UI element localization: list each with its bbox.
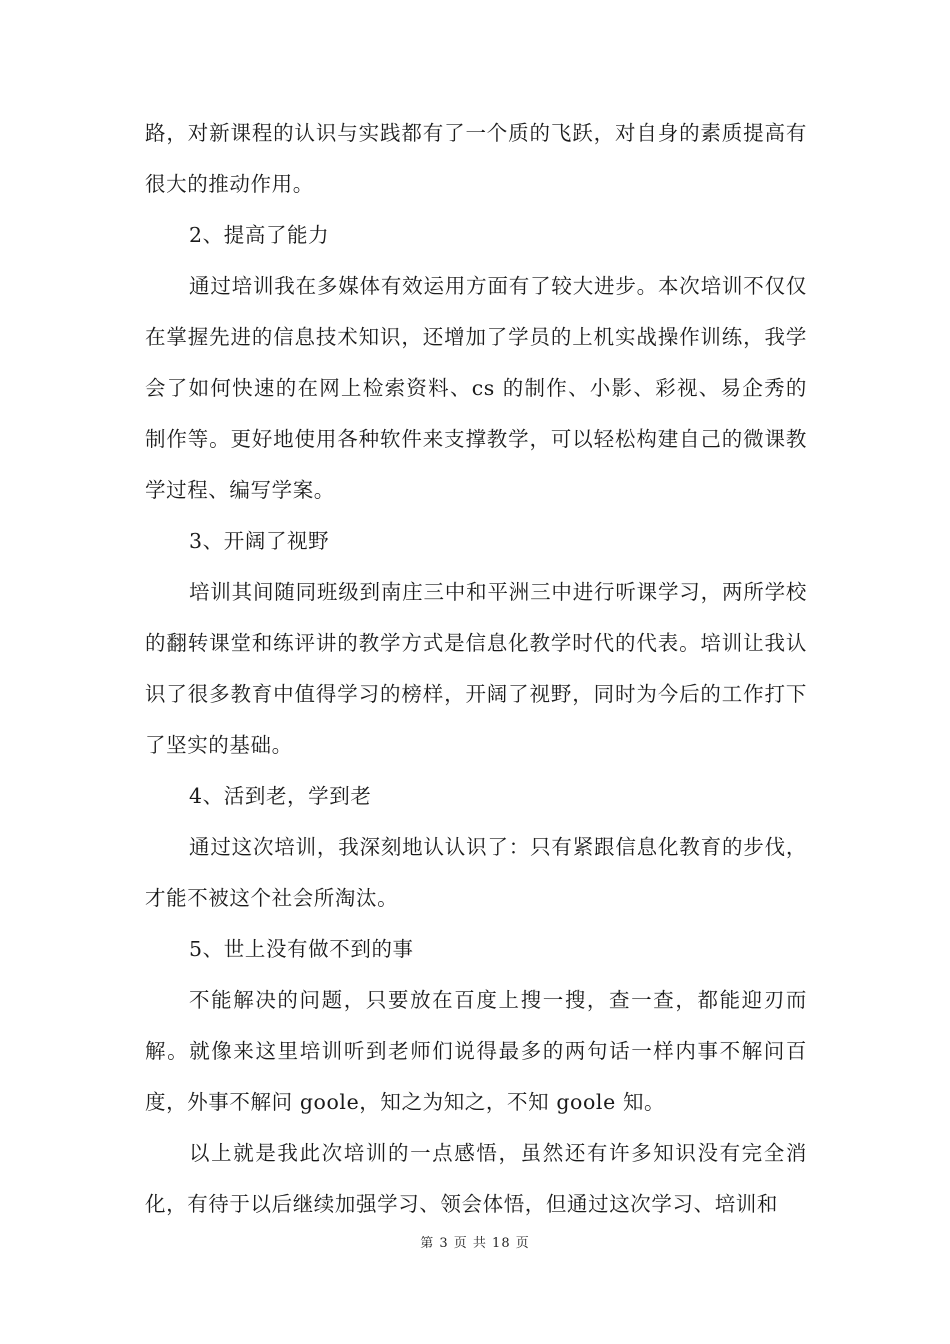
paragraph-conclusion: 以上就是我此次培训的一点感悟，虽然还有许多知识没有完全消化，有待于以后继续加强学习、领会体悟，但通过这次学习、培训和 — [145, 1141, 807, 1216]
paragraph-nothing-impossible: 不能解决的问题，只要放在百度上搜一搜，查一查，都能迎刃而解。就像来这里培训听到老师们说得最多的两句话一样内事不解问百度，外事不解问 goole，知之为知之，不知 goole 知。 — [145, 988, 807, 1114]
page-number-footer: 第 3 页 共 18 页 — [420, 1236, 530, 1251]
section-heading-lifelong-learning: 4、活到老，学到老 — [189, 784, 372, 808]
paragraph-lifelong-learning: 通过这次培训，我深刻地认认识了：只有紧跟信息化教育的步伐，才能不被这个社会所淘汰。 — [145, 835, 807, 910]
paragraph-ability: 通过培训我在多媒体有效运用方面有了较大进步。本次培训不仅仅在掌握先进的信息技术知识，还增加了学员的上机实战操作训练，我学会了如何快速的在网上检索资料、cs 的制作、小影、彩视、易企秀的制作等。更好地使用各种软件来支撑教学，可以轻松构建自己的微课教学过程、编写学案。 — [145, 274, 807, 502]
section-heading-ability: 2、提高了能力 — [189, 223, 330, 247]
document-body — [145, 108, 807, 1230]
section-heading-nothing-impossible: 5、世上没有做不到的事 — [189, 937, 414, 961]
paragraph-vision: 培训其间随同班级到南庄三中和平洲三中进行听课学习，两所学校的翻转课堂和练评讲的教学方式是信息化教学时代的代表。培训让我认识了很多教育中值得学习的榜样，开阔了视野，同时为今后的工作打下了坚实的基础。 — [145, 580, 807, 757]
paragraph-continuation: 路，对新课程的认识与实践都有了一个质的飞跃，对自身的素质提高有很大的推动作用。 — [145, 121, 807, 196]
section-heading-vision: 3、开阔了视野 — [189, 529, 330, 553]
